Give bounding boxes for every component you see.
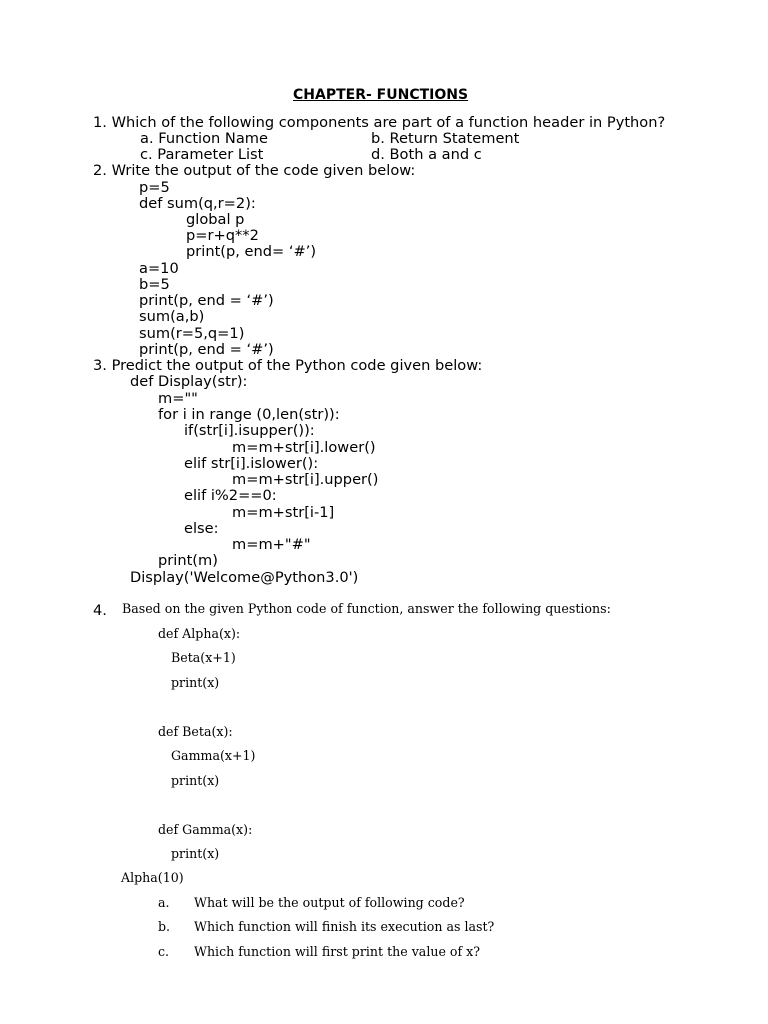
q4-code-line: print(x) <box>171 846 220 861</box>
q3-code-line: m=m+"#" <box>232 536 311 553</box>
q4-code-line: def Gamma(x): <box>158 822 253 837</box>
q3-code-line: m=m+str[i-1] <box>232 504 335 521</box>
q3-code-line: m=m+str[i].upper() <box>232 471 379 488</box>
q2-code-line: p=r+q**2 <box>186 227 259 244</box>
q2-code-line: b=5 <box>139 276 170 293</box>
q2-code-line: def sum(q,r=2): <box>139 195 256 212</box>
q4-code-line: Beta(x+1) <box>171 650 236 665</box>
q1-option-d: d. Both a and c <box>371 146 482 163</box>
question-2: 2. Write the output of the code given below: <box>93 162 416 179</box>
question-3: 3. Predict the output of the Python code given below: <box>93 357 483 374</box>
q3-code-line: m=m+str[i].lower() <box>232 439 376 456</box>
q4-subquestion-label: c. <box>158 944 170 959</box>
q4-subquestion-text: What will be the output of following code? <box>194 895 465 910</box>
question-4: Based on the given Python code of function, answer the following questions: <box>122 601 611 616</box>
q4-code-line: print(x) <box>171 675 220 690</box>
q3-code-line: print(m) <box>158 552 218 569</box>
q3-code-line: for i in range (0,len(str)): <box>158 406 340 423</box>
q3-code-line: elif i%2==0: <box>184 487 277 504</box>
q4-subquestion-text: Which function will first print the value of x? <box>194 944 481 959</box>
q3-code-line: elif str[i].islower(): <box>184 455 319 472</box>
q4-code-line: def Alpha(x): <box>158 626 241 641</box>
q3-code-line: else: <box>184 520 219 537</box>
q1-option-c: c. Parameter List <box>140 146 264 163</box>
question-1: 1. Which of the following components are part of a function header in Python? <box>93 114 666 131</box>
q2-code-line: sum(r=5,q=1) <box>139 325 245 342</box>
chapter-title: CHAPTER- FUNCTIONS <box>293 87 469 103</box>
q4-code-line: Gamma(x+1) <box>171 748 256 763</box>
q2-code-line: a=10 <box>139 260 179 277</box>
q4-subquestion-label: b. <box>158 919 171 934</box>
q4-code-line: Alpha(10) <box>121 870 184 885</box>
q2-code-line: print(p, end = ‘#’) <box>139 292 274 309</box>
q1-option-a: a. Function Name <box>140 130 268 147</box>
q3-code-line: m="" <box>158 390 198 407</box>
q2-code-line: print(p, end= ‘#’) <box>186 243 317 260</box>
q3-code-line: def Display(str): <box>130 373 248 390</box>
q4-code-line: def Beta(x): <box>158 724 233 739</box>
q4-subquestion-label: a. <box>158 895 170 910</box>
q1-option-b: b. Return Statement <box>371 130 520 147</box>
q2-code-line: p=5 <box>139 179 170 196</box>
q2-code-line: sum(a,b) <box>139 308 205 325</box>
q4-code-line: print(x) <box>171 773 220 788</box>
q3-code-line: if(str[i].isupper()): <box>184 422 315 439</box>
question-4-number: 4. <box>93 602 107 619</box>
q3-code-line: Display('Welcome@Python3.0') <box>130 569 359 586</box>
q2-code-line: global p <box>186 211 245 228</box>
q2-code-line: print(p, end = ‘#’) <box>139 341 274 358</box>
q4-subquestion-text: Which function will finish its execution as last? <box>194 919 495 934</box>
